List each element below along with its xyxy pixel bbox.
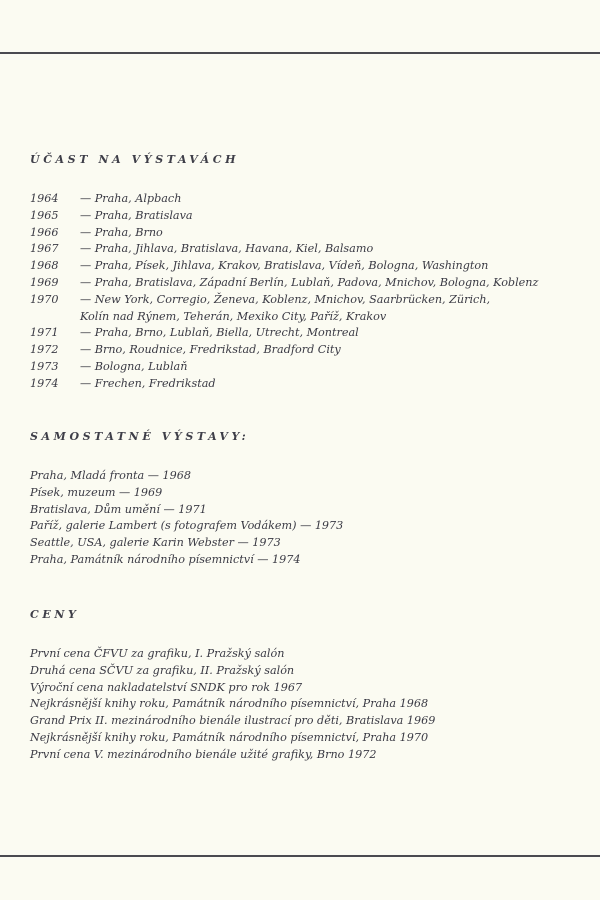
entry-year: 1965 — [30, 208, 59, 222]
exhibition-entry — [30, 342, 538, 359]
exhibitions-heading: ÚČAST NA VÝSTAVÁCH — [30, 153, 240, 166]
entry-year: 1971 — [30, 326, 59, 340]
exhibition-entry-continuation — [30, 309, 538, 326]
exhibition-entry — [30, 225, 538, 242]
entry-places: — Frechen, Fredrikstad — [80, 376, 216, 390]
awards-list — [30, 646, 435, 764]
entry-places: — Praha, Bratislava — [80, 208, 193, 222]
solo-exhibition-entry: Písek, muzeum — 1969 — [30, 485, 163, 499]
award-entry: První cena ČFVU za grafiku, I. Pražský salón — [30, 647, 285, 660]
exhibition-entry — [30, 258, 538, 275]
bottom-rule — [0, 855, 600, 857]
exhibition-entry — [30, 292, 538, 309]
award-entry: Nejkrásnější knihy roku, Památník národního písemnictví, Praha 1970 — [30, 730, 429, 744]
exhibitions-section — [30, 153, 538, 393]
solo-exhibition-entry: Praha, Mladá fronta — 1968 — [30, 469, 191, 482]
solo-exhibitions-section — [30, 430, 343, 569]
exhibition-entry — [30, 241, 538, 258]
award-entry: Nejkrásnější knihy roku, Památník národního písemnictví, Praha 1968 — [30, 697, 429, 711]
awards-section — [30, 608, 435, 764]
entry-year: 1966 — [30, 225, 59, 239]
entry-year: 1974 — [30, 376, 59, 390]
award-entry: První cena V. mezinárodního bienále užité grafiky, Brno 1972 — [30, 747, 377, 761]
exhibitions-list — [30, 191, 538, 393]
awards-heading: CENY — [30, 608, 80, 621]
exhibition-entry — [30, 325, 538, 342]
exhibition-entry — [30, 376, 538, 393]
entry-places: — Praha, Brno — [80, 225, 163, 239]
top-rule — [0, 52, 600, 54]
exhibition-entry — [30, 191, 538, 208]
entry-places: — Praha, Písek, Jihlava, Krakov, Bratislava, Vídeň, Bologna, Washington — [80, 259, 489, 273]
solo-exhibitions-heading: SAMOSTATNÉ VÝSTAVY: — [30, 430, 250, 443]
solo-exhibition-entry: Paříž, galerie Lambert (s fotografem Vodákem) — 1973 — [30, 519, 344, 533]
exhibition-entry — [30, 359, 538, 376]
solo-exhibition-entry: Praha, Památník národního písemnictví — 1974 — [30, 552, 301, 566]
entry-places: — Bologna, Lublaň — [80, 359, 188, 373]
solo-exhibition-entry: Seattle, USA, galerie Karin Webster — 1973 — [30, 536, 281, 550]
entry-year: 1964 — [30, 192, 59, 205]
entry-year: 1969 — [30, 275, 59, 289]
entry-places: — Praha, Jihlava, Bratislava, Havana, Kiel, Balsamo — [80, 242, 374, 256]
award-entry: Grand Prix II. mezinárodního bienále ilustrací pro děti, Bratislava 1969 — [30, 714, 436, 728]
entry-places: — Praha, Brno, Lublaň, Biella, Utrecht, Montreal — [80, 326, 359, 340]
exhibition-entry — [30, 208, 538, 225]
entry-year: 1972 — [30, 343, 59, 357]
entry-year: 1968 — [30, 259, 59, 273]
solo-exhibitions-list — [30, 468, 343, 569]
entry-year: 1970 — [30, 292, 59, 306]
entry-year: 1973 — [30, 359, 59, 373]
solo-exhibition-entry: Bratislava, Dům umění — 1971 — [30, 502, 207, 516]
entry-places: — New York, Corregio, Ženeva, Koblenz, Mnichov, Saarbrücken, Zürich, — [80, 292, 491, 306]
entry-places: — Brno, Roudnice, Fredrikstad, Bradford City — [80, 343, 341, 357]
entry-places: — Praha, Bratislava, Západní Berlín, Lublaň, Padova, Mnichov, Bologna, Koblenz — [80, 275, 539, 289]
exhibition-entry — [30, 275, 538, 292]
entry-places: Kolín nad Rýnem, Teherán, Mexiko City, Paříž, Krakov — [80, 309, 387, 323]
entry-year: 1967 — [30, 242, 59, 256]
award-entry: Druhá cena SČVU za grafiku, II. Pražský salón — [30, 663, 295, 677]
award-entry: Výroční cena nakladatelství SNDK pro rok 1967 — [30, 680, 303, 694]
entry-places: — Praha, Alpbach — [80, 192, 182, 205]
